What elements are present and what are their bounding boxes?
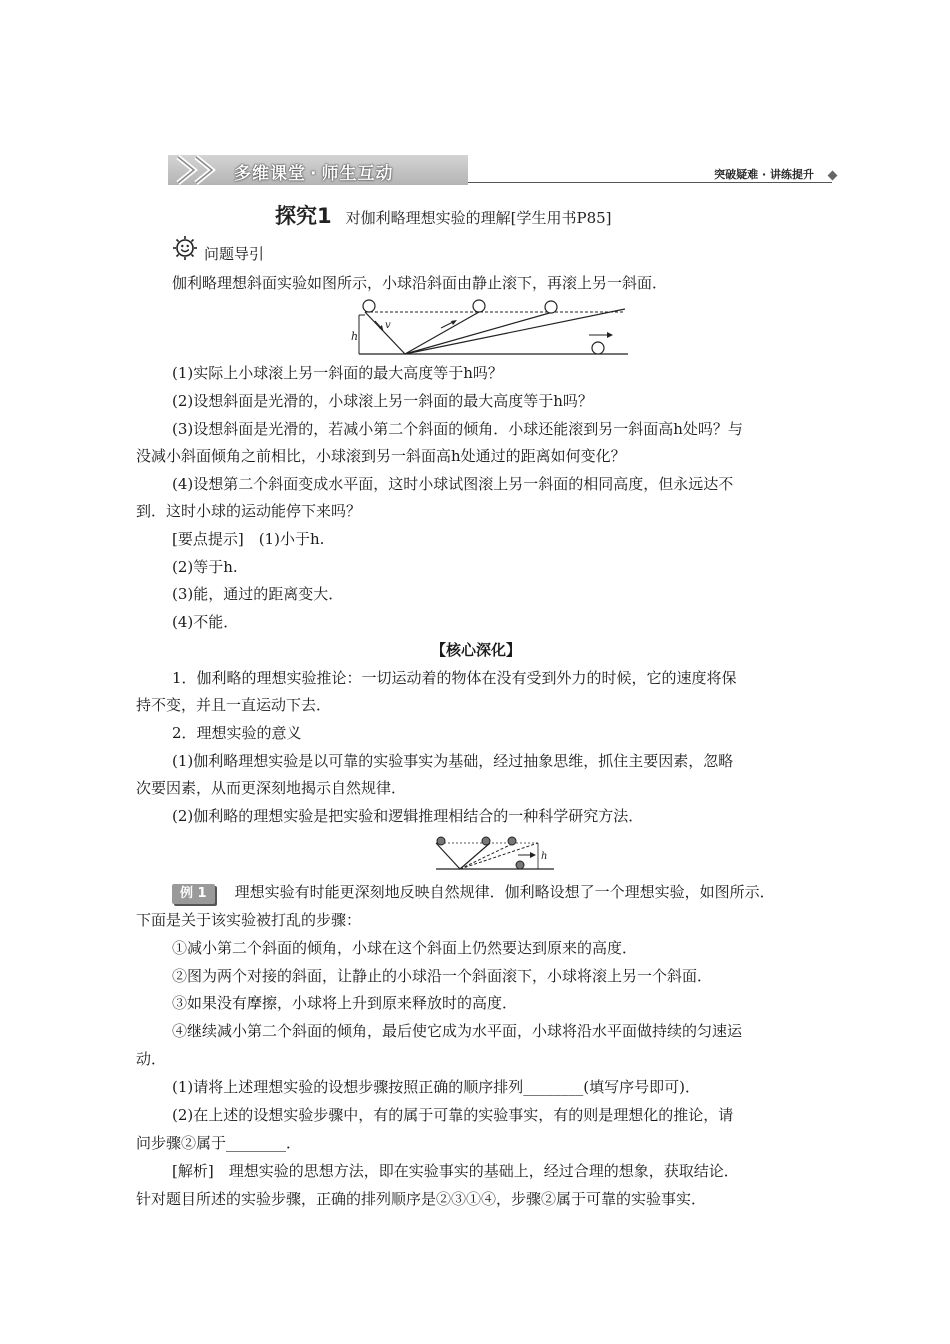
inclined-plane-figure bbox=[345, 297, 635, 359]
question-4: (4)设想第二个斜面变成水平面，这时小球试图滚上另一斜面的相同高度，但永远达不 bbox=[172, 475, 734, 493]
example-badge: 例 1 bbox=[172, 884, 215, 904]
core-line-1: 1．伽利略的理想实验推论：一切运动着的物体在没有受到外力的时候，它的速度将保 bbox=[172, 669, 737, 687]
section-heading bbox=[275, 200, 612, 230]
question-4-cont: 到．这时小球的运动能停下来吗？ bbox=[136, 502, 362, 520]
height-label: h bbox=[351, 330, 359, 343]
sub-question-2-cont: 问步骤②属于________． bbox=[136, 1134, 302, 1152]
step-1: ①减小第二个斜面的倾角，小球在这个斜面上仍然要达到原来的高度． bbox=[172, 939, 638, 957]
banner-title bbox=[234, 159, 393, 184]
question-3: (3)设想斜面是光滑的，若减小第二个斜面的倾角．小球还能滚到另一斜面高h处吗？与 bbox=[172, 420, 743, 438]
sub-question-2: (2)在上述的设想实验步骤中，有的属于可靠的实验事实，有的则是理想化的推论，请 bbox=[172, 1106, 734, 1124]
step-3: ③如果没有摩擦，小球将上升到原来释放时的高度． bbox=[172, 994, 518, 1012]
smiley-icon bbox=[172, 235, 198, 261]
core-line-6: (2)伽利略的理想实验是把实验和逻辑推理相结合的一种科学研究方法． bbox=[172, 807, 644, 825]
question-3-cont: 没减小斜面倾角之前相比，小球滚到另一斜面高h处通过的距离如何变化？ bbox=[136, 447, 626, 465]
core-line-5: 次要因素，从而更深刻地揭示自然规律． bbox=[136, 779, 407, 797]
core-line-2: 持不变，并且一直运动下去． bbox=[136, 696, 332, 714]
sub-question-1: (1)请将上述理想实验的设想步骤按照正确的顺序排列________(填写序号即可)． bbox=[172, 1078, 700, 1096]
analysis-line-1: [解析] 理想实验的思想方法，即在实验事实的基础上，经过合理的想象，获取结论． bbox=[172, 1162, 739, 1180]
core-title: 【核心深化】 bbox=[430, 641, 521, 659]
example-line-2: 下面是关于该实验被打乱的步骤： bbox=[136, 911, 362, 929]
banner-rule bbox=[468, 182, 832, 183]
banner-separator: · bbox=[310, 164, 318, 184]
banner-title-part2: 师生互动 bbox=[321, 164, 394, 184]
example-statement: 理想实验有时能更深刻地反映自然规律．伽利略设想了一个理想实验，如图所示． bbox=[234, 883, 775, 901]
section-title: 对伽利略理想实验的理解[学生用书P85] bbox=[345, 209, 612, 227]
step-2: ②图为两个对接的斜面，让静止的小球沿一个斜面滚下，小球将滚上另一个斜面． bbox=[172, 967, 713, 985]
step-4-cont: 动． bbox=[136, 1050, 167, 1068]
banner-title-part1: 多维课堂 bbox=[234, 164, 306, 184]
answer-3: (3)能，通过的距离变大． bbox=[172, 585, 344, 603]
small-slope-figure bbox=[430, 835, 560, 875]
answer-1: [要点提示] (1)小于h. bbox=[172, 530, 325, 548]
answer-2: (2)等于h. bbox=[172, 558, 238, 576]
question-2: (2)设想斜面是光滑的，小球滚上另一斜面的最大高度等于h吗？ bbox=[172, 392, 593, 410]
core-line-3: 2．理想实验的意义 bbox=[172, 724, 302, 742]
analysis-line-2: 针对题目所述的实验步骤，正确的排列顺序是②③①④，步骤②属于可靠的实验事实． bbox=[136, 1190, 707, 1208]
guide-title: 问题导引 bbox=[204, 245, 265, 263]
section-banner bbox=[168, 155, 840, 187]
step-4: ④继续减小第二个斜面的倾角，最后使它成为水平面，小球将沿水平面做持续的匀速运 bbox=[172, 1022, 743, 1040]
example-line-1 bbox=[172, 882, 775, 904]
diamond-icon bbox=[828, 171, 838, 181]
velocity-label: v bbox=[385, 320, 391, 331]
core-line-4: (1)伽利略理想实验是以可靠的实验事实为基础，经过抽象思维，抓住主要因素，忽略 bbox=[172, 752, 734, 770]
section-label: 探究1 bbox=[275, 204, 332, 228]
chevron-arrows-icon bbox=[172, 155, 232, 185]
guide-intro: 伽利略理想斜面实验如图所示，小球沿斜面由静止滚下，再滚上另一斜面． bbox=[172, 274, 668, 292]
answer-4: (4)不能． bbox=[172, 613, 239, 631]
question-1: (1)实际上小球滚上另一斜面的最大高度等于h吗？ bbox=[172, 364, 503, 382]
small-figure-height-label: h bbox=[541, 851, 548, 862]
banner-subtitle: 突破疑难 · 讲练提升 bbox=[714, 168, 814, 181]
